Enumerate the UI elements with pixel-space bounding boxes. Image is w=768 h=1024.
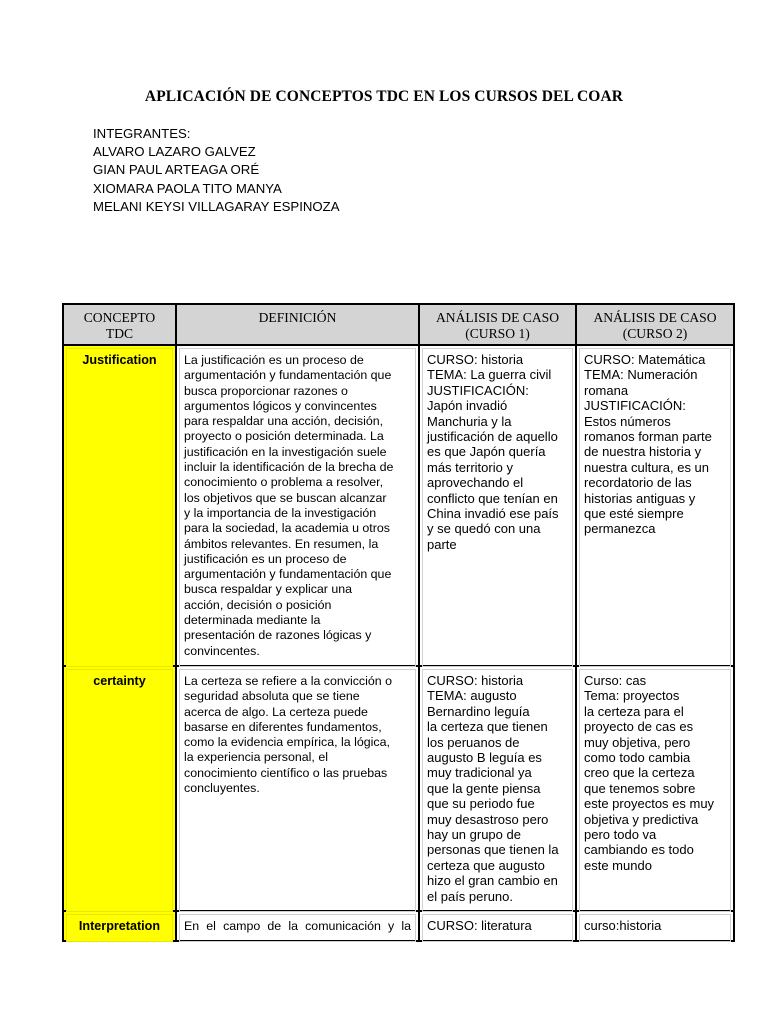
case1-text: CURSO: literatura	[427, 918, 532, 934]
concepts-table	[62, 303, 735, 942]
case1-cell	[420, 346, 577, 667]
header-case1-line1: ANÁLISIS DE CASO	[435, 310, 560, 325]
header-case2-line2: (CURSO 2)	[622, 325, 688, 341]
concept-cell	[64, 667, 177, 912]
case2-cell	[577, 912, 735, 942]
header-case2-line1: ANÁLISIS DE CASO	[593, 310, 717, 325]
header-definition-label: DEFINICIÓN	[258, 310, 337, 325]
definition-text: En el campo de la comunicación y la	[184, 919, 411, 934]
member-name: ALVARO LAZARO GALVEZ	[93, 144, 256, 160]
concept-label: certainty	[93, 673, 146, 688]
members-block	[93, 125, 340, 216]
definition-cell	[177, 667, 420, 912]
header-concept	[64, 305, 177, 346]
concept-label: Interpretation	[78, 919, 161, 934]
concept-cell	[64, 912, 177, 942]
header-case2	[577, 305, 735, 346]
members-label: INTEGRANTES:	[93, 126, 191, 141]
case2-text: Curso: cas Tema: proyectos la certeza para el proyecto de cas es muy objetiva, pero como todo cambia creo que la certeza que tenemos sobre este proyectos es muy objetiva y predictiva pero todo va cambiando es todo este mundo	[584, 672, 715, 873]
case2-cell	[577, 667, 735, 912]
definition-cell	[177, 346, 420, 667]
case2-cell	[577, 346, 735, 667]
table-row	[64, 346, 735, 667]
member-name: XIOMARA PAOLA TITO MANYA	[93, 180, 282, 196]
header-case1	[420, 305, 577, 346]
concept-label: Justification	[82, 353, 157, 367]
header-concept-line1: CONCEPTO	[83, 310, 156, 325]
case2-text: curso:historia	[584, 918, 662, 934]
header-definition	[177, 305, 420, 346]
table-row	[64, 912, 735, 942]
definition-text: La justificación es un proceso de argumentación y fundamentación que busca proporcionar razones o argumentos lógicos y convincentes para respaldar una acción, decisión, proyecto o posición determinada. La justificación en la investigación suele incluir la identificación de la brecha de conocimiento o problema a resolver, los objetivos que se buscan alcanzar y la importancia de la investigación para la sociedad, la academia u otros ámbitos relevantes. En resumen, la justificación es un proceso de argumentación y fundamentación que busca respaldar y explicar una acción, decisión o posición determinada mediante la presentación de razones lógicas y convincentes.	[184, 353, 394, 658]
header-case1-line2: (CURSO 1)	[465, 325, 530, 341]
case1-text: CURSO: historia TEMA: augusto Bernardino leguía la certeza que tienen los peruanos de augusto B leguía es muy tradicional ya que la gente piensa que su periodo fue muy desastroso pero hay un grupo de personas que tienen la certeza que augusto hizo el gran cambio en el país peruno.	[427, 672, 559, 904]
document-title: APLICACIÓN DE CONCEPTOS TDC EN LOS CURSOS DEL COAR	[144, 88, 624, 105]
case1-text: CURSO: historia TEMA: La guerra civil JUSTIFICACIÓN: Japón invadió Manchuria y la justificación de aquello es que Japón quería más territorio y aprovechando el conflicto que tenían en China invadió ese país y se quedó con una parte	[427, 352, 559, 552]
case1-cell	[420, 667, 577, 912]
definition-cell	[177, 912, 420, 942]
member-name: GIAN PAUL ARTEAGA ORÉ	[93, 162, 260, 178]
case2-text: CURSO: Matemática TEMA: Numeración romana JUSTIFICACIÓN: Estos números romanos forman parte de nuestra historia y nuestra cultura, es un recordatorio de las historias antiguas y que esté siempre permanezca	[584, 352, 712, 537]
table-header-row	[64, 305, 735, 346]
table-row	[64, 667, 735, 912]
definition-text: La certeza se refiere a la convicción o seguridad absoluta que se tiene acerca de algo. La certeza puede basarse en diferentes fundamentos, como la evidencia empírica, la lógica, la experiencia personal, el conocimiento científico o las pruebas concluyentes.	[184, 673, 392, 796]
concept-cell	[64, 346, 177, 667]
case1-cell	[420, 912, 577, 942]
member-name: MELANI KEYSI VILLAGARAY ESPINOZA	[93, 198, 340, 214]
header-concept-line2: TDC	[105, 325, 134, 341]
